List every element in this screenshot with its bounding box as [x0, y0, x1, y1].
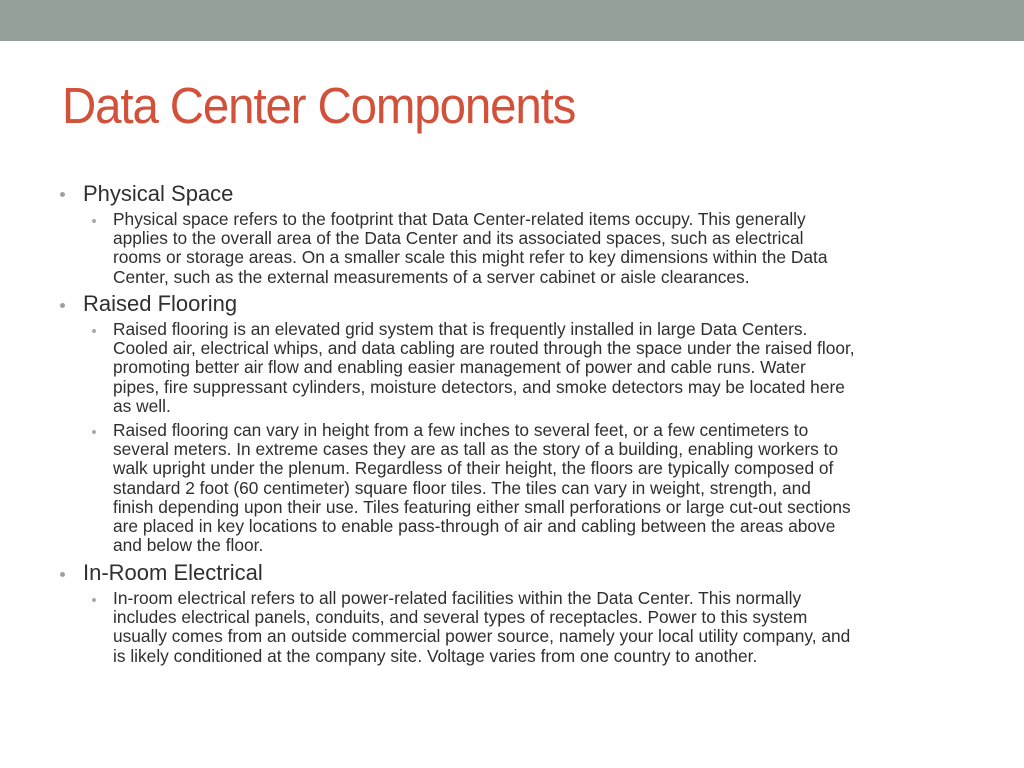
text-line: Raised flooring is an elevated grid system that is frequently installed in large Data Centers. [113, 319, 808, 339]
sub-bullet-dot-icon [92, 598, 96, 602]
section-heading-physical-space: Physical Space [83, 181, 234, 206]
paragraph-raised-flooring-2 [113, 421, 851, 555]
bullet-dot-icon [60, 572, 65, 577]
text-line: includes electrical panels, conduits, and several types of receptacles. Power to this system [113, 607, 808, 628]
text-line: and below the floor. [113, 535, 264, 556]
text-line: Raised flooring can vary in height from a few inches to several feet, or a few centimeters to [113, 420, 809, 440]
sub-bullet-dot-icon [92, 329, 96, 333]
paragraph-in-room-electrical [113, 589, 850, 666]
section-heading-raised-flooring: Raised Flooring [83, 291, 238, 316]
text-line: Physical space refers to the footprint that Data Center-related items occupy. This generally [113, 209, 806, 229]
text-line: Cooled air, electrical whips, and data cabling are routed through the space under the raised floor, [113, 338, 855, 359]
text-line: applies to the overall area of the Data Center and its associated spaces, such as electrical [113, 228, 804, 249]
text-line: pipes, fire suppressant cylinders, moisture detectors, and smoke detectors may be located here [113, 376, 845, 397]
text-line: standard 2 foot (60 centimeter) square floor tiles. The tiles can vary in weight, strength, and [113, 477, 811, 498]
text-line: rooms or storage areas. On a smaller scale this might refer to key dimensions within the Data [113, 247, 828, 268]
text-line: promoting better air flow and enabling easier management of power and cable runs. Water [113, 357, 806, 378]
bullet-dot-icon [60, 303, 65, 308]
text-line: Center, such as the external measurements of a server cabinet or aisle clearances. [113, 266, 750, 287]
text-line: walk upright under the plenum. Regardless of their height, the floors are typically composed of [113, 458, 834, 479]
sub-bullet-dot-icon [92, 430, 96, 434]
sub-bullet-dot-icon [92, 219, 96, 223]
text-line: usually comes from an outside commercial power source, namely your local utility company, and [113, 626, 851, 647]
slide-title: Data Center Components [62, 77, 576, 134]
top-accent-bar [0, 0, 1024, 41]
paragraph-physical-space [113, 210, 827, 287]
section-heading-in-room-electrical: In-Room Electrical [83, 560, 263, 585]
text-line: finish depending upon their use. Tiles featuring either small perforations or large cut-out sections [113, 496, 851, 517]
text-line: several meters. In extreme cases they are as tall as the story of a building, enabling workers to [113, 439, 839, 460]
text-line: is likely conditioned at the company site. Voltage varies from one country to another. [113, 645, 758, 666]
text-line: as well. [113, 395, 171, 416]
bullet-dot-icon [60, 192, 65, 197]
paragraph-raised-flooring-1 [113, 320, 855, 416]
text-line: are placed in key locations to enable pass-through of air and cabling between the areas above [113, 516, 836, 537]
text-line: In-room electrical refers to all power-related facilities within the Data Center. This normally [113, 588, 802, 608]
